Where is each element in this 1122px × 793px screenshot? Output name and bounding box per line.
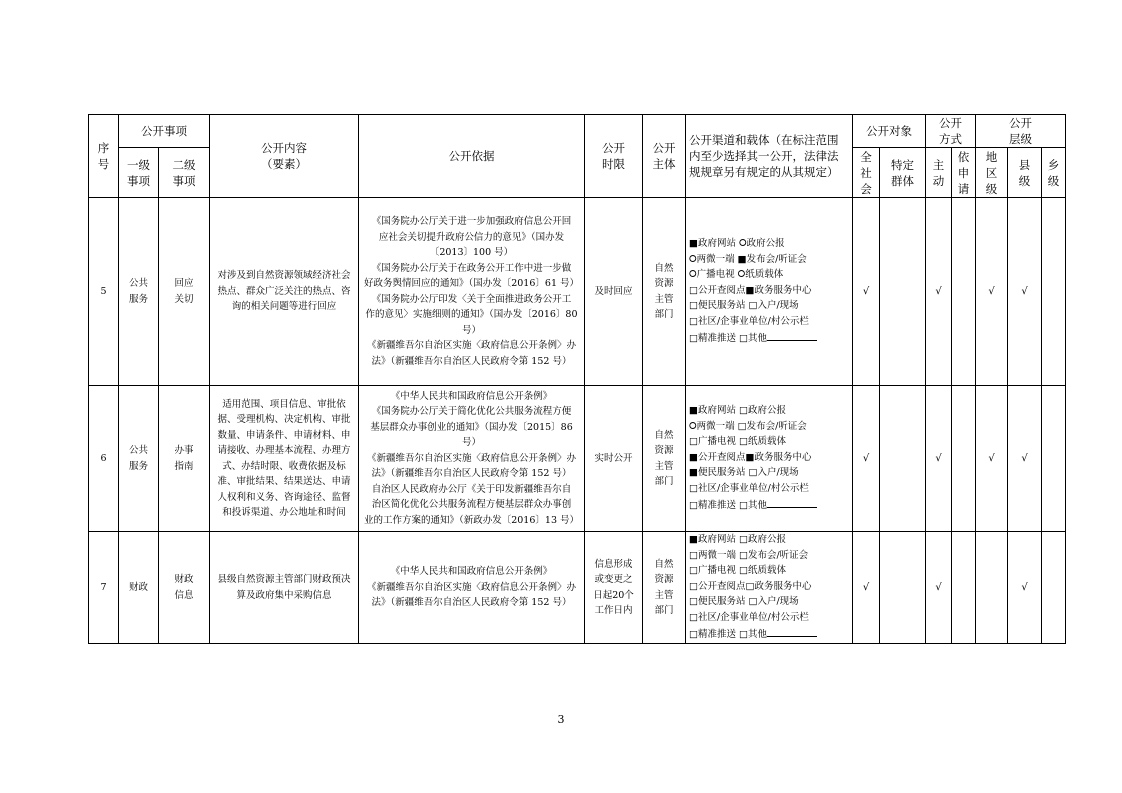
level1-cell [119,532,159,644]
basis-line: 作的意见〉实施细则的通知》（国办发〔2016〕80 [365,309,578,320]
level-region-cell: √ [976,198,1008,386]
channel-line [689,481,849,497]
page-number: 3 [557,713,565,726]
basis-line: 《国务院办公厅关于在政务公开工作中进一步做 [371,262,572,274]
level-township-cell [1042,386,1066,532]
channel-line [689,496,849,514]
level2-cell [159,198,210,386]
channel-line [689,283,849,299]
header-content-label: 公开内容 [261,141,307,155]
channel-cell [686,532,853,644]
level-county-cell: √ [1008,386,1042,532]
basis-line: 法》（新疆维吾尔自治区人民政府令第 152 号） [371,355,572,367]
header-subject-text: 公开主体 [652,141,676,171]
basis-line: 业的工作方案的通知》（新政办发〔2016〕13 号） [363,514,580,526]
header-level-region-text: 地区级 [985,149,998,196]
target-all-cell: √ [853,532,880,644]
level2-cell [159,386,210,532]
level-township-cell [1042,532,1066,644]
header-method-apply-text: 依申请 [957,149,970,196]
header-content-sub: （要素） [261,157,307,171]
target-specific-cell [880,386,926,532]
channel-text: ■便民服务站 □入户/现场 [689,467,799,479]
header-method-active-text: 主动 [932,157,945,188]
subject-cell [643,198,686,386]
header-time-limit-text: 公开时限 [602,141,625,171]
basis-line: 好政务舆情回应的通知》（国办发〔2016〕61 号） [363,278,580,289]
header-level1-text: 一级事项 [127,157,150,188]
channel-line [689,610,849,626]
level2-cell-text: 财政信息 [174,574,194,601]
level1-cell-text: 公共服务 [128,278,148,305]
header-level-county [1008,148,1042,198]
header-level2 [159,148,210,198]
channel-line [689,532,849,548]
channel-text: □精准推送 □其他 [689,500,767,512]
time-limit-cell: 及时回应 [585,198,643,386]
header-level2-text: 二级事项 [172,157,196,188]
method-apply-cell [952,198,976,386]
subject-cell-text: 自然资源主管部门 [654,429,674,487]
header-target-specific [880,148,926,198]
channel-line [689,329,849,347]
target-specific-cell [880,198,926,386]
channel-text: □精准推送 □其他 [689,629,767,641]
channel-line [689,419,849,435]
basis-line: 法》（新疆维吾尔自治区人民政府令第 152 号） [371,468,572,480]
level1-cell [119,198,159,386]
subject-cell-text: 自然资源主管部门 [654,262,674,320]
channel-text: □便民服务站 □入户/现场 [689,596,799,608]
header-method-text: 公开方式 [939,116,962,146]
channel-cell [686,198,853,386]
other-blank-line [767,625,817,637]
content-cell: 对涉及到自然资源领域经济社会热点、群众广泛关注的热点、咨询的相关问题等进行回应 [210,198,359,386]
channel-text: □公开查阅点■政务服务中心 [689,284,812,296]
channel-text: ■政府网站 □政府公报 [689,405,786,417]
channel-text: □便民服务站 □入户/现场 [689,300,799,312]
level2-cell-text: 办事指南 [174,445,194,472]
method-apply-cell [952,386,976,532]
channel-text: ⭘两微一端 □发布会/听证会 [689,420,807,432]
header-channel [686,115,853,198]
channel-line [689,403,849,419]
level-region-cell: √ [976,386,1008,532]
header-method-apply [952,148,976,198]
time-limit-cell-text: 信息形成或变更之日起20个工作日内 [593,558,634,616]
header-seq [89,115,119,198]
header-method-active [926,148,952,198]
level-county-cell: √ [1008,532,1042,644]
channel-text: □两微一端 □发布会/听证会 [689,549,809,561]
channel-text: □广播电视 □纸质载体 [689,565,786,577]
channel-text: □公开查阅点□政务服务中心 [689,580,812,592]
content-cell: 县级自然资源主管部门财政预决算及政府集中采购信息 [210,532,359,644]
level-township-cell [1042,198,1066,386]
basis-line: 《新疆维吾尔自治区实施〈政府信息公开条例〉办 [366,581,576,593]
table-row [89,386,1066,532]
header-level-township [1042,148,1066,198]
header-level-township-text: 乡级 [1047,157,1060,188]
seq-cell: 6 [89,386,119,532]
basis-line: 基层群众办事创业的通知》（国办发〔2015〕86 [370,421,573,433]
basis-line: 《新疆维吾尔自治区实施〈政府信息公开条例〉办 [366,340,576,351]
header-target: 公开对象 [853,115,926,148]
channel-line [689,267,849,283]
basis-line: 《中华人民共和国政府信息公开条例》 [390,566,553,578]
header-method [926,115,976,148]
channel-text: □精准推送 □其他 [689,333,767,345]
table-row [89,198,1066,386]
basis-line: 《新疆维吾尔自治区实施〈政府信息公开条例〉办 [366,452,576,464]
channel-line [689,579,849,595]
level1-cell-text: 财政 [128,581,148,593]
table-row [89,532,1066,644]
header-level-county-text: 县级 [1018,157,1031,188]
header-level-region [976,148,1008,198]
level1-cell [119,386,159,532]
basis-line: 《国务院办公厅关于进一步加强政府信息公开回 [371,216,572,227]
method-active-cell: √ [926,386,952,532]
level2-cell-text: 回应关切 [174,278,194,305]
other-blank-line [767,496,817,508]
level-region-cell [976,532,1008,644]
time-limit-cell [585,532,643,644]
channel-text: ⭘两微一端 ■发布会/听证会 [689,253,807,265]
channel-cell [686,386,853,532]
channel-line [689,314,849,330]
channel-text: ⭘广播电视 ⭘纸质载体 [689,269,784,281]
level1-cell-text: 公共服务 [128,445,148,472]
channel-text: ■政府网站 □政府公报 [689,534,786,546]
target-specific-cell [880,532,926,644]
content-cell: 适用范围、项目信息、审批依据、受理机构、决定机构、审批数量、申请条件、申请材料、申请接收、办理基本流程、办理方式、办结时限、收费依据及标准、审批结果、结果送达、申请人权利和义务、咨询途径、监督和投诉渠道、办公地址和时间 [210,386,359,532]
header-target-all [853,148,880,198]
basis-line: 〔2013〕100 号） [429,247,514,258]
disclosure-table [88,114,1066,644]
time-limit-cell: 实时公开 [585,386,643,532]
basis-line: 号） [461,324,481,336]
header-seq-text: 序号 [97,141,110,171]
target-all-cell: √ [853,386,880,532]
basis-line: 治区简化优化公共服务流程方便基层群众办事创 [371,499,572,511]
channel-line [689,252,849,268]
basis-line: 《国务院办公厅印发〈关于全面推进政务公开工 [371,293,572,305]
channel-text: □广播电视 □纸质载体 [689,436,786,448]
channel-line [689,594,849,610]
channel-line [689,548,849,564]
basis-line: 应社会关切提升政府公信力的意见》（国办发 [378,231,565,243]
seq-cell: 7 [89,532,119,644]
level2-cell [159,532,210,644]
basis-line: 《中华人民共和国政府信息公开条例》 [390,390,553,402]
channel-text: □社区/企事业单位/村公示栏 [689,611,809,623]
header-level-text: 公开层级 [1009,116,1032,146]
method-apply-cell [952,532,976,644]
header-target-specific-text: 特定群体 [891,157,914,188]
channel-line [689,434,849,450]
header-subject [643,115,686,198]
header-level [976,115,1066,148]
basis-cell [359,532,585,644]
header-target-all-text: 全社会 [860,149,872,196]
channel-text: ■政府网站 ⭘政府公报 [689,238,785,250]
header-content [210,115,359,198]
other-blank-line [767,329,817,341]
basis-line: 《国务院办公厅关于简化优化公共服务流程方便 [371,406,572,418]
header-basis: 公开依据 [359,115,585,198]
basis-line: 法》（新疆维吾尔自治区人民政府令第 152 号） [371,597,572,609]
header-channel-text: 公开渠道和载体（在标注范围内至少选择其一公开，法律法规规章另有规定的从其规定） [689,133,839,179]
subject-cell [643,386,686,532]
channel-line [689,236,849,252]
level-county-cell: √ [1008,198,1042,386]
method-active-cell: √ [926,198,952,386]
basis-cell [359,386,585,532]
channel-text: ■公开查阅点■政务服务中心 [689,451,812,463]
seq-cell: 5 [89,198,119,386]
method-active-cell: √ [926,532,952,644]
basis-line: 号） [461,437,481,449]
channel-line [689,465,849,481]
channel-line [689,563,849,579]
header-time-limit [585,115,643,198]
channel-line [689,625,849,643]
header-level1 [119,148,159,198]
basis-line: 自治区人民政府办公厅《关于印发新疆维吾尔自 [371,483,572,495]
target-all-cell: √ [853,198,880,386]
subject-cell-text: 自然资源主管部门 [654,558,674,616]
basis-cell [359,198,585,386]
channel-text: □社区/企事业单位/村公示栏 [689,482,809,494]
channel-line [689,450,849,466]
subject-cell [643,532,686,644]
channel-text: □社区/企事业单位/村公示栏 [689,315,809,327]
header-items: 公开事项 [119,115,210,148]
channel-line [689,298,849,314]
